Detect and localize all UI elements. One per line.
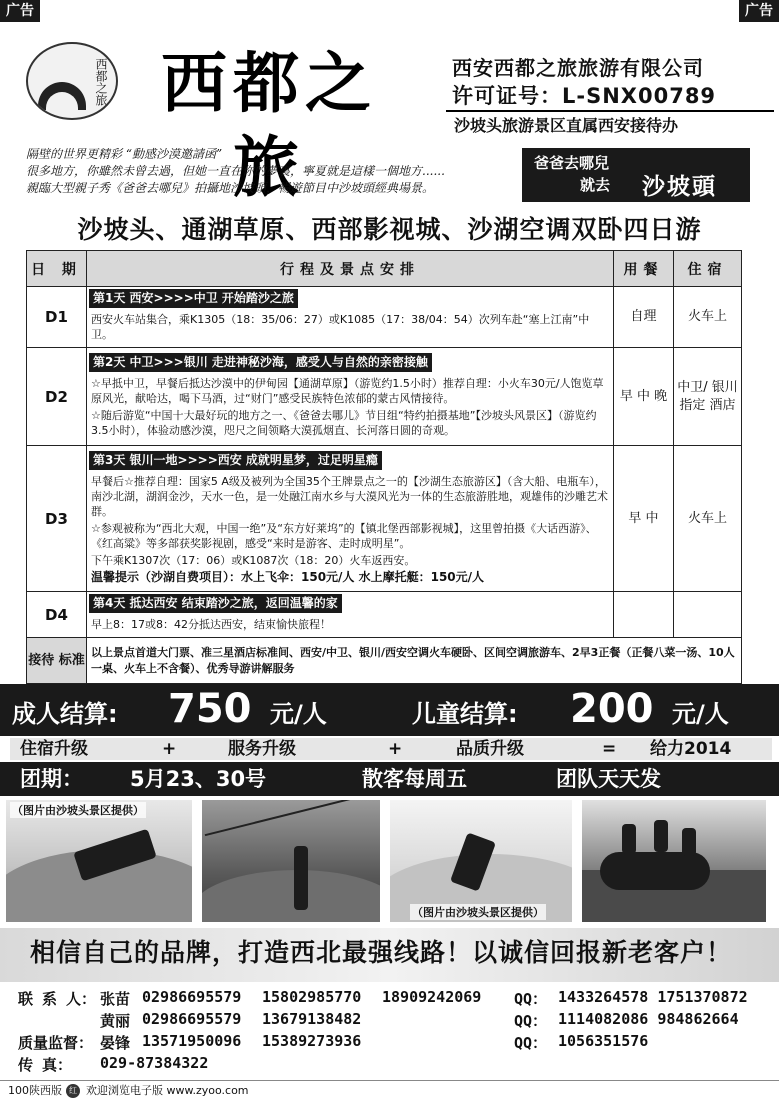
page-number: 100陕西版 bbox=[8, 1084, 62, 1097]
day-heading: 第2天 中卫>>>银川 走进神秘沙海，感受人与自然的亲密接触 bbox=[89, 353, 432, 372]
group-dates-bar bbox=[0, 762, 779, 796]
child-price-unit: 元/人 bbox=[672, 700, 729, 728]
day-paragraph: 早餐后☆推荐自理：国家5 A级及被列为全国35个王牌景点之一的【沙湖生态旅游区】（含大船、电瓶车），南沙北湖，湖润金沙，天水一色，是一处融江南水乡与大漠风光为一体的生态旅游胜地，观雄伟的沙雕艺术群。 bbox=[91, 475, 608, 518]
day-label: D4 bbox=[27, 592, 87, 638]
upgrade-result: 给力2014 bbox=[650, 739, 732, 759]
contact-name: 晏锋 bbox=[100, 1034, 131, 1052]
photo-caption: （图片由沙坡头景区提供） bbox=[12, 804, 144, 817]
contact-phone: 13679138482 bbox=[262, 1010, 362, 1028]
day-paragraph: ☆参观被称为“西北大观，中国一绝”及“东方好莱坞”的【镇北堡西部影视城】，这里曾拍摄《大话西游》、《红高粱》等多部获奖影视剧，感受“来时是游客、走时成明星”。 bbox=[91, 522, 597, 550]
office-line: 沙坡头旅游景区直属西安接待办 bbox=[446, 110, 774, 138]
ad-tag-left: 广告 bbox=[0, 0, 40, 22]
route-title: 沙坡头、通湖草原、西部影视城、沙湖空调双卧四日游 bbox=[77, 215, 702, 244]
table-header-row bbox=[27, 251, 742, 287]
slogan-line: 很多地方，你雖然未曾去過，但她一直在你的夢裏，寧夏就是這樣一個地方...... bbox=[26, 164, 445, 178]
upgrade-quality: 品质升级 bbox=[456, 739, 524, 759]
tip-line: 温馨提示（沙湖自费项目）：水上飞伞：150元/人 水上摩托艇：150元/人 bbox=[91, 570, 485, 584]
contact-label: 联 系 人： bbox=[18, 990, 97, 1008]
contact-phone: 18909242069 bbox=[382, 988, 482, 1006]
qq-number: 1114082086 984862664 bbox=[558, 1010, 739, 1028]
qq-label: QQ： bbox=[514, 1012, 548, 1030]
contact-row bbox=[18, 1054, 778, 1074]
day-paragraph: 早上8：17或8：42分抵达西安，结束愉快旅程！ bbox=[91, 618, 331, 631]
day-heading: 第3天 银川一地>>>>西安 成就明星梦，过足明星瘾 bbox=[89, 451, 382, 470]
header-itinerary: 行程及景点安排 bbox=[87, 251, 614, 287]
contact-phone: 15389273936 bbox=[262, 1032, 362, 1050]
promo-box bbox=[522, 148, 750, 202]
contact-phone: 02986695579 bbox=[142, 988, 242, 1006]
photo-sandboard bbox=[390, 800, 572, 922]
group-dates: 5月23、30号 bbox=[130, 767, 267, 791]
contact-name: 黄丽 bbox=[100, 1012, 131, 1030]
adult-price-unit: 元/人 bbox=[270, 700, 327, 728]
lodging-cell: 火车上 bbox=[674, 287, 742, 348]
promo-line-2: 就去 bbox=[580, 176, 611, 194]
photo-zipline bbox=[202, 800, 380, 922]
photo-caption: （图片由沙坡头景区提供） bbox=[412, 906, 544, 919]
upgrade-lodging: 住宿升级 bbox=[20, 739, 88, 759]
day-paragraph: ☆随后游览“中国十大最好玩的地方之一、《爸爸去哪儿》节目组“特约拍摄基地”【沙坡头风景区】（游览约3.5小时），体验动感沙漠，咫尺之间领略大漠孤烟直、长河落日圆的奇观。 bbox=[91, 408, 597, 437]
day-heading: 第4天 抵达西安 结束踏沙之旅，返回温馨的家 bbox=[89, 594, 342, 613]
ad-tag-right: 广告 bbox=[739, 0, 779, 22]
table-row bbox=[27, 446, 742, 592]
day-label: D3 bbox=[27, 446, 87, 592]
qq-label: QQ： bbox=[514, 990, 548, 1008]
company-name: 西安西都之旅旅游有限公司 bbox=[452, 56, 704, 80]
upgrade-bar bbox=[10, 738, 772, 760]
logo-text: 西都之旅 bbox=[94, 58, 108, 106]
contact-phone: 15802985770 bbox=[262, 988, 362, 1006]
contact-name: 张苗 bbox=[100, 990, 131, 1008]
license-number: 许可证号：L-SNX00789 bbox=[452, 84, 717, 108]
brand-title: 西都之旅 bbox=[128, 42, 410, 126]
child-price-value: 200 bbox=[570, 686, 654, 732]
lodging-cell bbox=[674, 592, 742, 638]
upgrade-service: 服务升级 bbox=[228, 739, 296, 759]
day-paragraph: ☆早抵中卫，早餐后抵达沙漠中的伊甸园【通湖草原】（游览约1.5小时）推荐自理：小火车30元/人饱览草原风光，献哈达，喝下马酒，过“财门”感受民族特色浓郁的蒙古风情接待。 bbox=[91, 376, 604, 405]
standard-text: 以上景点首道大门票、准三星酒店标准间、西安/中卫、银川/西安空调火车硬卧、区间空调旅游车、2早3正餐（正餐八菜一汤、10人一桌、火车上不含餐）、优秀导游讲解服务 bbox=[87, 638, 742, 684]
contact-row bbox=[18, 988, 778, 1008]
day-content bbox=[87, 348, 614, 446]
adult-price-value: 750 bbox=[168, 686, 252, 732]
group-label: 团期： bbox=[20, 767, 83, 791]
contact-row bbox=[18, 1032, 778, 1052]
qq-number: 1433264578 1751370872 bbox=[558, 988, 748, 1006]
contact-label: 质量监督： bbox=[18, 1034, 94, 1052]
meal-cell: 早 中 晚 bbox=[614, 348, 674, 446]
meal-cell: 自理 bbox=[614, 287, 674, 348]
meal-cell bbox=[614, 592, 674, 638]
day-content bbox=[87, 446, 614, 592]
qq-label: QQ： bbox=[514, 1034, 548, 1052]
photo-sand-bus bbox=[6, 800, 192, 922]
day-paragraph: 下午乘K1307次（17：06）或K1087次（18：20）火车返西安。 bbox=[91, 554, 416, 567]
contact-label: 传 真： bbox=[18, 1056, 73, 1074]
child-price-label: 儿童结算: bbox=[412, 700, 518, 728]
day-heading: 第1天 西安>>>>中卫 开始踏沙之旅 bbox=[89, 289, 298, 308]
photo-rafting bbox=[582, 800, 766, 922]
upgrade-plus: + bbox=[388, 739, 403, 759]
upgrade-plus: + bbox=[162, 739, 177, 759]
edition-mark-icon: 红 bbox=[66, 1084, 80, 1098]
adult-price-label: 成人结算: bbox=[12, 700, 118, 728]
contact-row bbox=[18, 1010, 778, 1030]
contact-phone: 02986695579 bbox=[142, 1010, 242, 1028]
scattered-schedule: 散客每周五 bbox=[362, 767, 467, 791]
qq-number: 1056351576 bbox=[558, 1032, 649, 1050]
header-day: 日 期 bbox=[27, 251, 87, 287]
day-content bbox=[87, 287, 614, 348]
promo-line-3: 沙坡頭 bbox=[642, 173, 717, 200]
lodging-cell: 中卫/ 银川 指定 酒店 bbox=[674, 348, 742, 446]
table-row bbox=[27, 348, 742, 446]
slogan-block bbox=[26, 146, 526, 197]
contact-phone: 13571950096 bbox=[142, 1032, 242, 1050]
page-footer bbox=[0, 1080, 779, 1100]
meal-cell: 早 中 bbox=[614, 446, 674, 592]
day-label: D1 bbox=[27, 287, 87, 348]
itinerary-table bbox=[26, 250, 742, 684]
motto-text: 相信自己的品牌，打造西北最强线路！以诚信回报新老客户！ bbox=[30, 938, 733, 967]
header-lodging: 住宿 bbox=[674, 251, 742, 287]
company-logo bbox=[26, 42, 118, 120]
slogan-line: 隔壁的世界更精彩 “動感沙漠邀請函” bbox=[26, 147, 223, 161]
table-row bbox=[27, 287, 742, 348]
day-content bbox=[87, 592, 614, 638]
standard-label: 接待 标准 bbox=[27, 638, 87, 684]
team-schedule: 团队天天发 bbox=[556, 767, 661, 791]
header-meal: 用餐 bbox=[614, 251, 674, 287]
promo-line-1: 爸爸去哪兒 bbox=[534, 154, 610, 172]
slogan-line: 親臨大型親子秀《爸爸去哪兒》拍攝地沙坡頭，暢遊節目中沙坡頭經典場景。 bbox=[26, 181, 435, 195]
fax-number: 029-87384322 bbox=[100, 1054, 209, 1072]
day-paragraph: 西安火车站集合，乘K1305（18：35/06：27）或K1085（17：38/04：54）次列车赴“塞上江南”中卫。 bbox=[91, 313, 590, 341]
day-label: D2 bbox=[27, 348, 87, 446]
upgrade-equals: = bbox=[602, 739, 617, 759]
lodging-cell: 火车上 bbox=[674, 446, 742, 592]
table-row bbox=[27, 638, 742, 684]
website-link[interactable]: 欢迎浏览电子版 www.zyoo.com bbox=[86, 1084, 249, 1097]
table-row bbox=[27, 592, 742, 638]
price-bar bbox=[0, 684, 779, 736]
